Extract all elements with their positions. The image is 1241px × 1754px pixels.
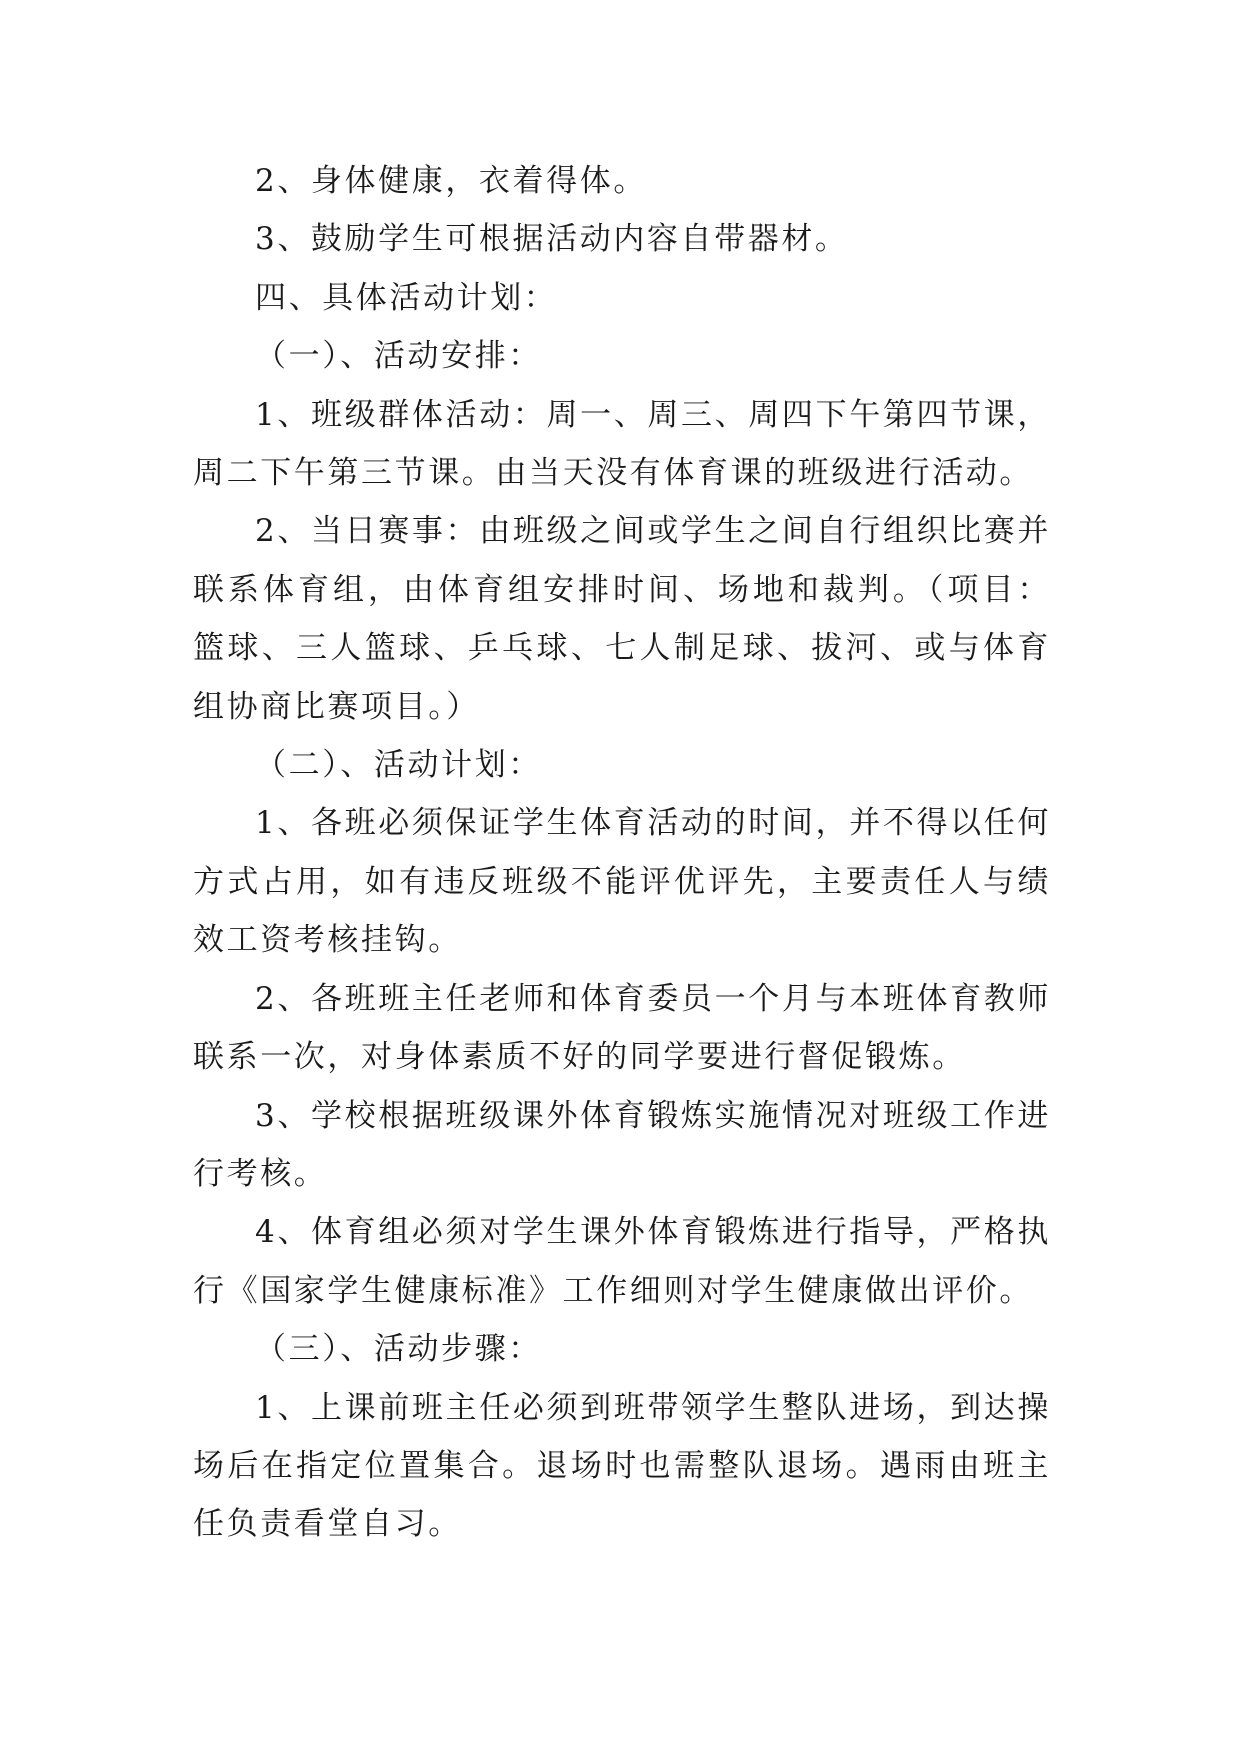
paragraph-requirement-2: 2、身体健康，衣着得体。	[255, 163, 647, 199]
paragraph-arrangement-1: 1、班级群体活动：周一、周三、周四下午第四节课，周二下午第三节课。由当天没有体育课的班级进行活动。	[193, 396, 1051, 492]
paragraph-arrangement-2: 2、当日赛事：由班级之间或学生之间自行组织比赛并联系体育组，由体育组安排时间、场地和裁判。（项目：篮球、三人篮球、乒乓球、七人制足球、拔河、或与体育组协商比赛项目。）	[193, 513, 1051, 725]
paragraph-plan-3: 3、学校根据班级课外体育锻炼实施情况对班级工作进行考核。	[193, 1097, 1051, 1192]
section-heading-plan: 四、具体活动计划：	[255, 279, 558, 316]
document-body	[193, 152, 1051, 1554]
paragraph-plan-1: 1、各班必须保证学生体育活动的时间，并不得以任何方式占用，如有违反班级不能评优评先，主要责任人与绩效工资考核挂钩。	[193, 805, 1051, 959]
subsection-heading-activity-plan: （二）、活动计划：	[255, 747, 542, 784]
paragraph-plan-4: 4、体育组必须对学生课外体育锻炼进行指导，严格执行《国家学生健康标准》工作细则对学生健康做出评价。	[193, 1214, 1051, 1309]
paragraph-requirement-3: 3、鼓励学生可根据活动内容自带器材。	[255, 221, 849, 258]
paragraph-steps-1: 1、上课前班主任必须到班带领学生整队进场，到达操场后在指定位置集合。退场时也需整队退场。遇雨由班主任负责看堂自习。	[193, 1389, 1051, 1543]
paragraph-plan-2: 2、各班班主任老师和体育委员一个月与本班体育教师联系一次，对身体素质不好的同学要进行督促锻炼。	[193, 980, 1051, 1076]
subsection-heading-steps: （三）、活动步骤：	[255, 1331, 542, 1368]
subsection-heading-arrangement: （一）、活动安排：	[255, 338, 542, 375]
